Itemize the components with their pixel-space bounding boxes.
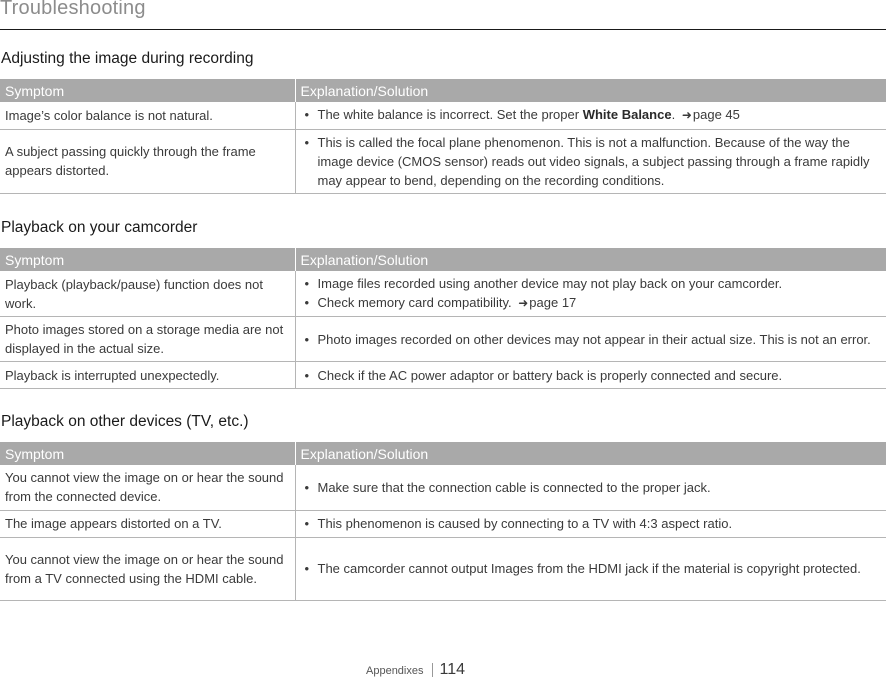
symptom-cell: You cannot view the image on or hear the sound from a TV connected using the HDMI cable. bbox=[0, 537, 295, 600]
footer-section-label: Appendixes bbox=[366, 665, 424, 677]
page-reference: page 17 bbox=[529, 295, 577, 310]
section-playback-other-devices bbox=[0, 412, 886, 601]
solution-bullet: • Image files recorded using another device may not play back on your camcorder. bbox=[301, 274, 881, 293]
solution-cell bbox=[295, 102, 886, 129]
table-row bbox=[0, 362, 886, 389]
page-reference-arrow-icon: ➜ bbox=[518, 296, 529, 310]
troubleshooting-table bbox=[0, 79, 886, 194]
solution-bullet: • Make sure that the connection cable is connected to the proper jack. bbox=[301, 478, 881, 497]
white-balance-term: White Balance bbox=[582, 107, 672, 123]
symptom-cell: Playback (playback/pause) function does not work. bbox=[0, 271, 295, 317]
section-heading: Playback on your camcorder bbox=[1, 219, 198, 236]
solution-cell bbox=[295, 362, 886, 389]
symptom-cell: Photo images stored on a storage media are not displayed in the actual size. bbox=[0, 317, 295, 362]
symptom-cell: The image appears distorted on a TV. bbox=[0, 510, 295, 537]
symptom-cell: You cannot view the image on or hear the sound from the connected device. bbox=[0, 465, 295, 510]
column-header-symptom: Symptom bbox=[0, 442, 295, 465]
symptom-cell: A subject passing quickly through the frame appears distorted. bbox=[0, 129, 295, 193]
column-header-solution: Explanation/Solution bbox=[295, 442, 886, 465]
troubleshooting-table bbox=[0, 442, 886, 601]
column-header-symptom: Symptom bbox=[0, 248, 295, 271]
table-header-row bbox=[0, 79, 886, 102]
solution-bullet bbox=[301, 293, 881, 313]
page-reference: page 45 bbox=[692, 107, 740, 123]
section-recording bbox=[0, 49, 886, 194]
solution-bullet bbox=[301, 105, 881, 125]
solution-cell bbox=[295, 465, 886, 510]
troubleshooting-table bbox=[0, 248, 886, 389]
table-row bbox=[0, 317, 886, 362]
solution-bullet: • This is called the focal plane phenomenon. This is not a malfunction. Because of the way the image device (CMOS sensor) reads out video signals, a subject passing through a frame rapidly may appear to bend, depending on the recording conditions. bbox=[301, 133, 881, 190]
solution-bullet: • This phenomenon is caused by connecting to a TV with 4:3 aspect ratio. bbox=[301, 514, 881, 533]
page-title: Troubleshooting bbox=[0, 0, 146, 19]
section-heading: Playback on other devices (TV, etc.) bbox=[1, 413, 249, 430]
table-row bbox=[0, 510, 886, 537]
section-playback-camcorder bbox=[0, 218, 886, 389]
solution-bullet: • The camcorder cannot output Images from the HDMI jack if the material is copyright protected. bbox=[301, 559, 881, 578]
solution-bullet: • Check if the AC power adaptor or battery back is properly connected and secure. bbox=[301, 366, 881, 385]
solution-text: The white balance is incorrect. Set the proper bbox=[317, 107, 583, 123]
column-header-solution: Explanation/Solution bbox=[295, 248, 886, 271]
page-reference-arrow-icon: ➜ bbox=[681, 108, 692, 123]
page-footer bbox=[366, 661, 465, 679]
table-row bbox=[0, 129, 886, 193]
section-heading: Adjusting the image during recording bbox=[1, 50, 254, 67]
column-header-symptom: Symptom bbox=[0, 79, 295, 102]
symptom-cell: Image’s color balance is not natural. bbox=[0, 102, 295, 129]
solution-bullet: • Photo images recorded on other devices may not appear in their actual size. This is not an error. bbox=[301, 330, 881, 349]
table-row bbox=[0, 271, 886, 317]
solution-cell bbox=[295, 537, 886, 600]
footer-divider bbox=[432, 663, 433, 677]
solution-cell bbox=[295, 510, 886, 537]
solution-text: Check memory card compatibility. bbox=[317, 295, 512, 310]
solution-cell bbox=[295, 129, 886, 193]
page-number: 114 bbox=[439, 661, 466, 678]
solution-cell bbox=[295, 271, 886, 317]
solution-cell bbox=[295, 317, 886, 362]
table-row bbox=[0, 102, 886, 129]
symptom-cell: Playback is interrupted unexpectedly. bbox=[0, 362, 295, 389]
table-row bbox=[0, 465, 886, 510]
table-row bbox=[0, 537, 886, 600]
table-header-row bbox=[0, 248, 886, 271]
table-header-row bbox=[0, 442, 886, 465]
column-header-solution: Explanation/Solution bbox=[295, 79, 886, 102]
title-divider bbox=[0, 29, 886, 30]
solution-text-end: . bbox=[671, 107, 676, 123]
